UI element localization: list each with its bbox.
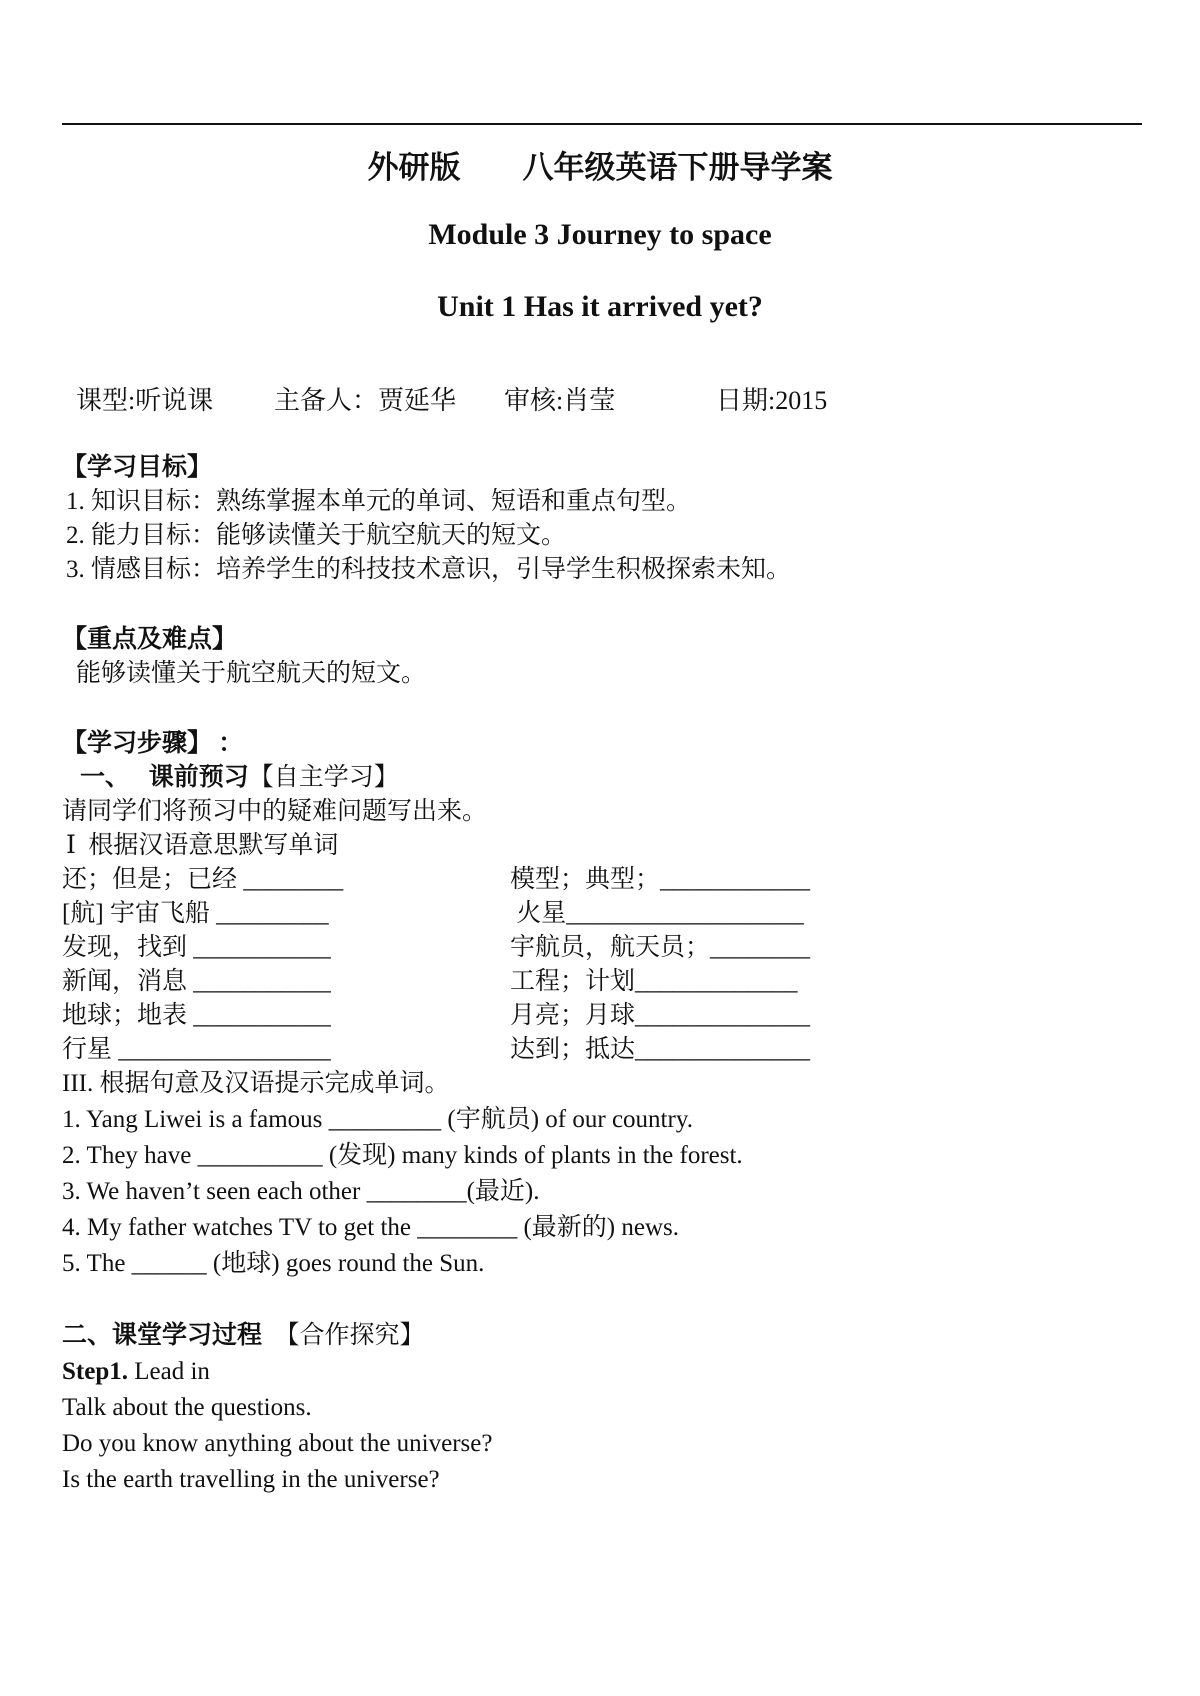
preview-note: 请同学们将预习中的疑难问题写出来。 — [62, 798, 488, 825]
book-title: 八年级英语下册导学案 — [522, 150, 833, 185]
publisher: 外研版 — [367, 150, 461, 185]
word-blank-left: 行星 _________________ — [62, 1036, 331, 1063]
word-blank-left: 发现，找到 ___________ — [62, 934, 331, 961]
sentence-item: 5. The ______ (地球) goes round the Sun. — [62, 1250, 485, 1277]
part1-title: Ⅰ 根据汉语意思默写单词 — [66, 832, 339, 859]
sentence-item: 4. My father watches TV to get the ________ (最新的) news. — [62, 1214, 680, 1241]
objectives-heading: 【学习目标】 — [62, 454, 213, 481]
module-title: Module 3 Journey to space — [428, 218, 772, 251]
preview-number: 一、 — [80, 764, 131, 791]
step1-text: Lead in — [127, 1358, 210, 1385]
sentence-item: 3. We haven’t seen each other ________(最近). — [62, 1178, 540, 1205]
sentence-item: 2. They have __________ (发现) many kinds of plants in the forest. — [62, 1142, 743, 1169]
preview-title: 课前预习 — [148, 764, 249, 791]
date: 日期:2015 — [716, 386, 828, 415]
steps-heading: 【学习步骤】 ： — [62, 730, 244, 757]
word-blank-right: 模型；典型；____________ — [510, 866, 811, 893]
word-blank-left: 还；但是；已经 ________ — [62, 866, 344, 893]
word-blank-right: 火星___________________ — [510, 900, 804, 927]
word-blank-right: 工程；计划_____________ — [510, 968, 798, 995]
preview-section-title — [80, 762, 399, 794]
class-tag: 【合作探究】 — [274, 1322, 425, 1349]
objective-item: 2. 能力目标：能够读懂关于航空航天的短文。 — [66, 522, 567, 549]
word-blank-left: 地球；地表 ___________ — [62, 1002, 331, 1029]
talk-line: Is the earth travelling in the universe? — [62, 1466, 440, 1493]
step1-label: Step1. — [62, 1358, 128, 1385]
lesson-type: 课型:听说课 — [76, 386, 214, 415]
document-title — [0, 142, 1200, 187]
reviewer: 审核:肖莹 — [504, 386, 616, 415]
key-points-text: 能够读懂关于航空航天的短文。 — [76, 660, 427, 687]
unit-title: Unit 1 Has it arrived yet? — [437, 290, 763, 323]
header-rule — [62, 123, 1142, 125]
talk-line: Do you know anything about the universe? — [62, 1430, 493, 1457]
part3-title: III. 根据句意及汉语提示完成单词。 — [62, 1070, 450, 1097]
word-blank-right: 达到；抵达______________ — [510, 1036, 811, 1063]
word-blank-left: [航] 宇宙飞船 _________ — [62, 900, 329, 927]
word-blank-right: 宇航员，航天员；________ — [510, 934, 811, 961]
talk-line: Talk about the questions. — [62, 1394, 312, 1421]
preparer: 主备人：贾延华 — [274, 386, 457, 415]
objective-item: 1. 知识目标：熟练掌握本单元的单词、短语和重点句型。 — [66, 488, 692, 515]
key-points-heading: 【重点及难点】 — [62, 626, 238, 653]
sentence-item: 1. Yang Liwei is a famous _________ (宇航员) of our country. — [62, 1106, 693, 1133]
word-blank-right: 月亮；月球______________ — [510, 1002, 811, 1029]
step1-line — [62, 1356, 210, 1388]
word-blank-left: 新闻，消息 ___________ — [62, 968, 331, 995]
class-section-title — [62, 1320, 425, 1352]
preview-tag: 【自主学习】 — [248, 764, 399, 791]
class-title: 二、课堂学习过程 — [62, 1322, 263, 1349]
objective-item: 3. 情感目标：培养学生的科技技术意识，引导学生积极探索未知。 — [66, 556, 792, 583]
